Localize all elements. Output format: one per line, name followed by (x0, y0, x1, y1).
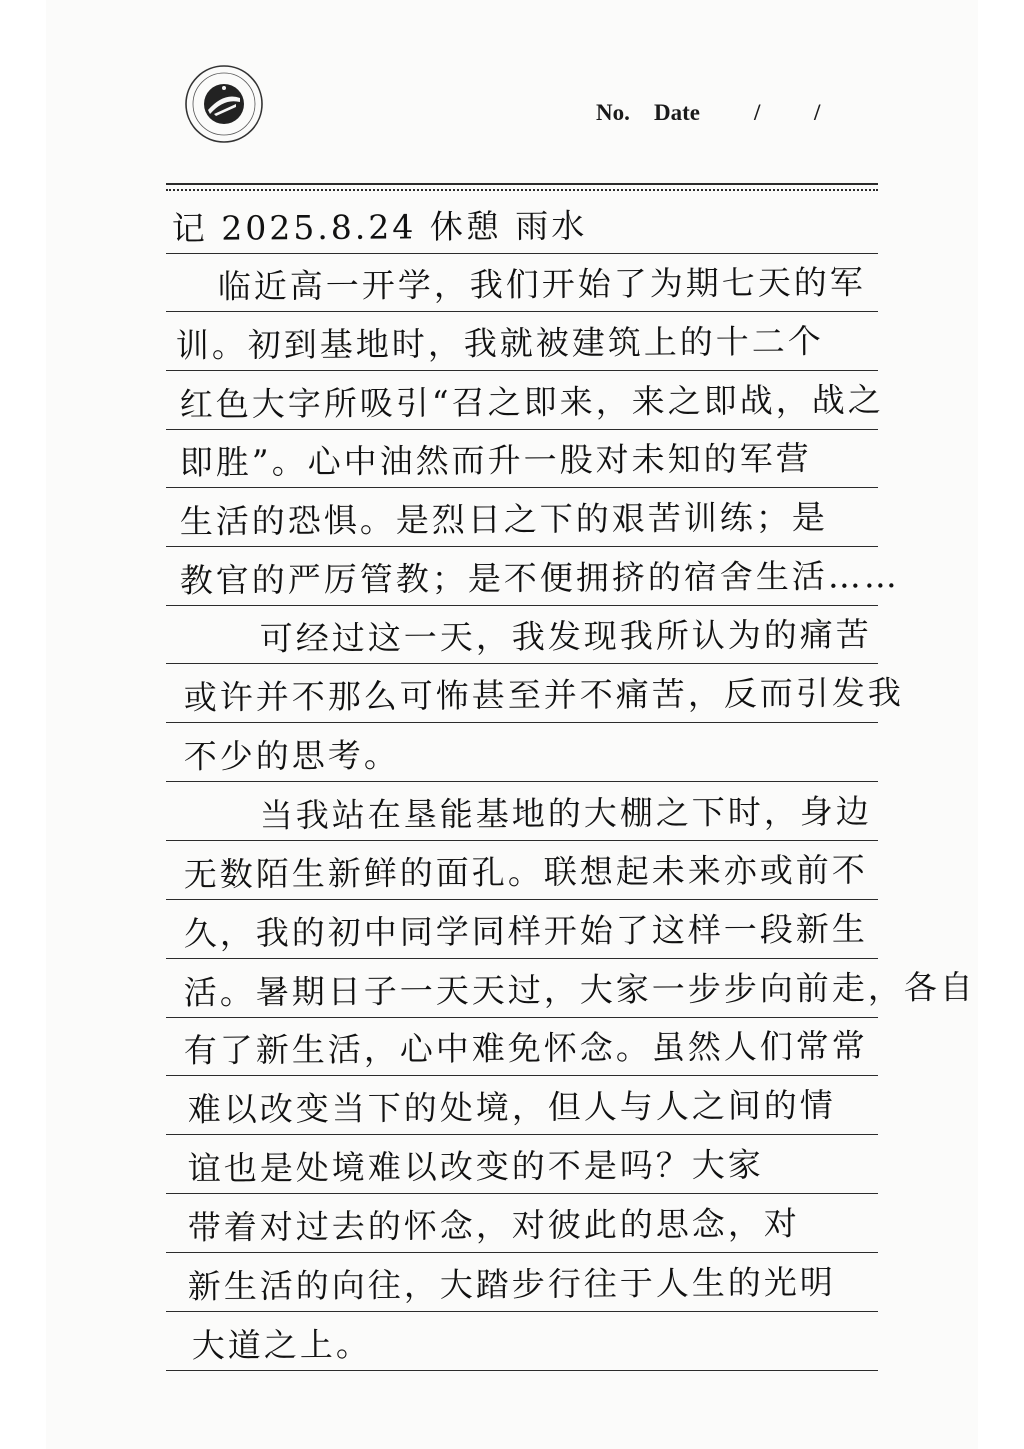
line-text: 教官的严厉管教；是不便拥挤的宿舍生活…… (179, 555, 900, 600)
text-line (166, 960, 976, 1018)
date-slash-1: / (754, 100, 761, 125)
line-text: 生活的恐惧。是烈日之下的艰苦训练；是 (179, 497, 828, 541)
line-text: 或许并不那么可怖甚至并不痛苦，反而引发我 (183, 672, 904, 717)
line-text: 带着对过去的怀念，对彼此的思念，对 (187, 1203, 800, 1247)
handwritten-text (166, 196, 976, 1376)
line-text: 大道之上。 (191, 1324, 372, 1365)
text-line (166, 606, 878, 664)
line-text: 无数陌生新鲜的面孔。联想起未来亦或前不 (183, 850, 868, 894)
line-text: 记 2025.8.24 休憩 雨水 (171, 206, 588, 249)
line-text: 有了新生活，心中难免怀念。虽然人们常常 (183, 1026, 868, 1070)
number-label: No. (596, 100, 630, 125)
line-text: 难以改变当下的处境，但人与人之间的情 (187, 1085, 836, 1129)
line-text: 临近高一开学，我们开始了为期七天的军 (217, 262, 866, 307)
header-rule (166, 183, 878, 191)
page-header (596, 100, 820, 126)
school-seal-icon (184, 64, 264, 144)
text-line (166, 901, 878, 959)
text-line (166, 724, 878, 782)
text-line (166, 783, 878, 841)
text-line (166, 1136, 878, 1194)
line-text: 谊也是处境难以改变的不是吗？大家 (187, 1144, 764, 1188)
line-text: 即胜”。心中油然而升一股对未知的军营 (179, 438, 812, 483)
line-text: 新生活的向往，大踏步行往于人生的光明 (187, 1262, 836, 1306)
line-text: 可经过这一天，我发现我所认为的痛苦 (259, 614, 872, 658)
line-text: 红色大字所吸引“召之即来，来之即战，战之 (179, 380, 884, 425)
line-text: 久，我的初中同学同样开始了这样一段新生 (183, 909, 868, 953)
line-text: 训。初到基地时，我就被建筑上的十二个 (175, 321, 824, 366)
text-line (166, 1313, 878, 1371)
text-line (166, 1195, 878, 1253)
text-line (166, 489, 878, 547)
date-label: Date (654, 100, 700, 125)
text-line (166, 842, 878, 900)
text-line (166, 254, 878, 312)
text-line (166, 665, 904, 723)
text-line (166, 1254, 878, 1312)
date-slash-2: / (814, 100, 821, 125)
text-line (166, 1077, 878, 1135)
line-text: 当我站在垦能基地的大棚之下时，身边 (259, 791, 872, 835)
text-line (166, 548, 900, 606)
line-text: 不少的思考。 (183, 735, 400, 776)
text-line (166, 313, 878, 371)
line-text: 活。暑期日子一天天过，大家一步步向前走，各自 (183, 967, 976, 1012)
text-line (166, 1018, 878, 1076)
text-line (166, 430, 878, 488)
text-line (166, 196, 878, 254)
text-line (166, 372, 884, 430)
